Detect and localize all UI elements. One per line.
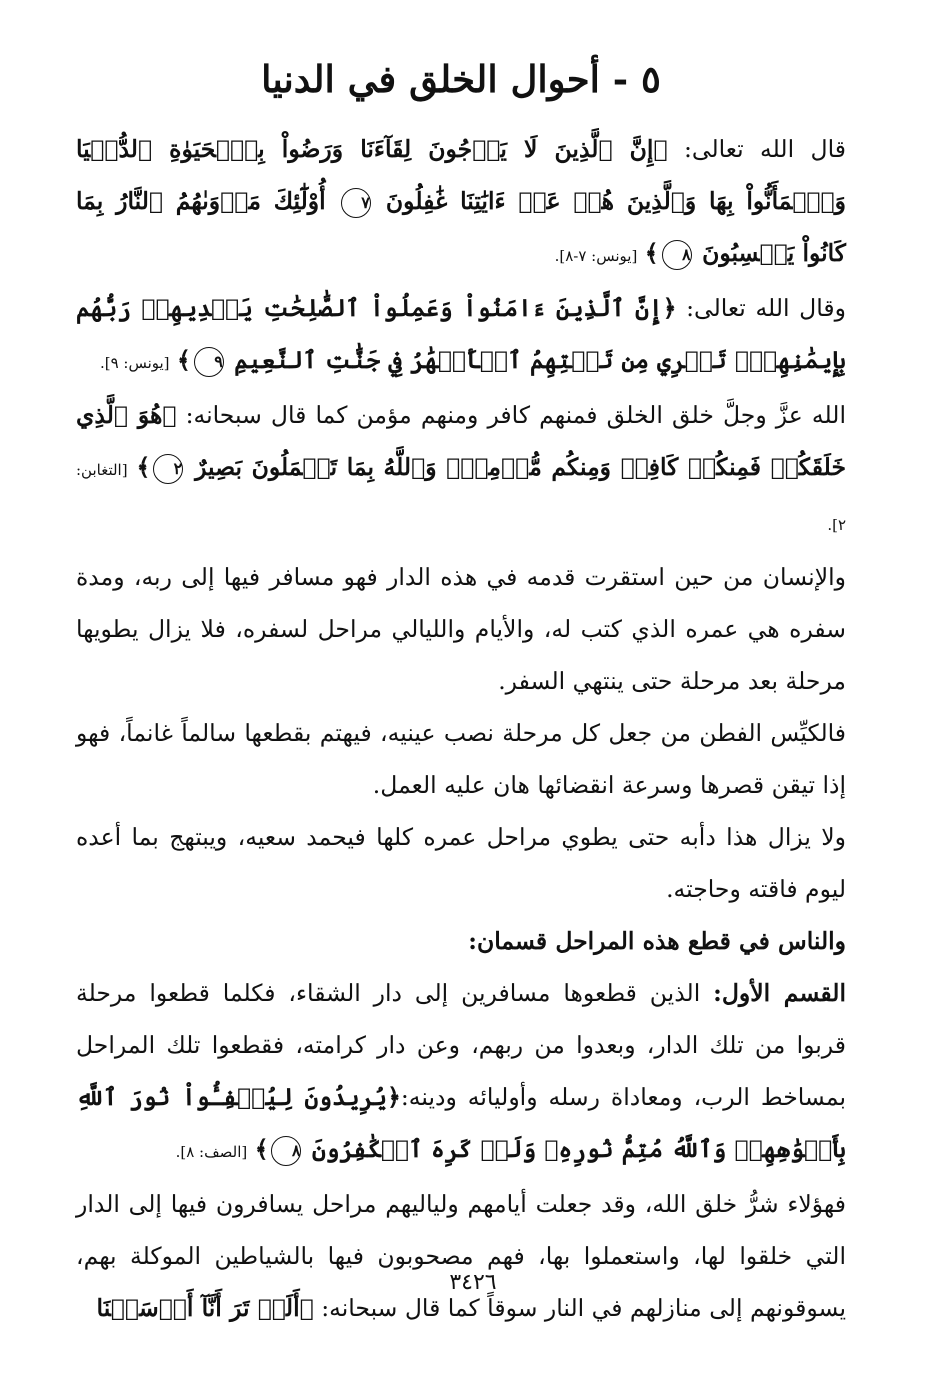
quran-bracket-close: ﴾ [136,453,151,482]
quran-bracket-close: ﴾ [254,1135,269,1164]
paragraph-text: ولا يزال هذا دأبه حتى يطوي مراحل عمره كلها فيحمد سعيه، ويبتهج بما أعده ليوم فاقته وحاجته. [76,823,846,904]
ayah-number-marker: ٢ [153,454,183,484]
quran-text: أَلَمۡ تَرَ أَنَّآ أَرۡسَلۡنَا [96,1294,300,1323]
quran-bracket-close: ﴾ [177,346,191,375]
quran-bracket-open: ﴿ [299,1294,314,1323]
quran-bracket-close: ﴾ [644,239,659,268]
page-number: ٣٤٢٦ [449,1270,497,1295]
ayah-number-marker: ٨ [271,1136,301,1166]
paragraph-quote-yunus-7-8 [76,123,846,282]
citation-reference: [التغابن: ٢]. [76,461,846,535]
quran-bracket-open: ﴿ [662,294,677,323]
ayah-number-marker: ٨ [662,240,692,270]
quran-text: يُرِيدُونَ لِيُطۡفِـُٔواْ نُورَ ٱللَّهِ بِأَفۡوَٰهِهِمۡ وَٱللَّهُ مُتِمُّ نُورِهِۦ وَلَوۡ كَرِهَ ٱلۡكَٰفِرُونَ [76,1083,846,1164]
ayah-number-marker: ٩ [194,347,224,377]
intro-text: الله عزَّ وجلَّ خلق الخلق فمنهم كافر ومنهم مؤمن كما قال سبحانه: [185,401,846,430]
intro-text: وقال الله تعالى: [686,294,846,323]
paragraph-final [76,1178,846,1334]
section-heading [76,915,846,967]
quran-text: هُوَ ٱلَّذِي خَلَقَكُمۡ فَمِنكُمۡ كَافِرٞ وَمِنكُم مُّؤۡمِنٞۚ وَٱللَّهُ بِمَا تَعۡمَلُونَ بَصِيرٌ [76,401,846,482]
citation-reference: [يونس: ٩]. [99,354,170,373]
section-heading-text: والناس في قطع هذه المراحل قسمان: [468,927,846,956]
citation-reference: [الصف: ٨]. [175,1143,248,1162]
intro-text: الذين قطعوها مسافرين إلى دار الشقاء، فكلما قطعوا مرحلة قربوا من تلك الدار، وبعدوا من ربهم، وعن دار كرامته، فقطعوا تلك المراحل بمساخط الرب، ومعاداة رسله وأوليائه ودينه: [76,979,846,1112]
paragraph-quote-yunus-9 [76,282,846,389]
lead-label: القسم الأول: [713,979,846,1008]
paragraph-quote-taghabun-2 [76,389,846,551]
intro-text: فهؤلاء شرُّ خلق الله، وقد جعلت أيامهم ولياليهم مراحل يسافرون فيها إلى الدار التي خلقوا لها، واستعملوا بها، فهم مصحوبون فيها بالشياطين الموكلة بهم، يسوقونهم إلى منازلهم في النار سوقاً كما قال سبحانه: [76,1190,846,1323]
quran-bracket-open: ﴿ [162,401,177,430]
paragraph-text: والإنسان من حين استقرت قدمه في هذه الدار فهو مسافر فيها إلى ربه، ومدة سفره هي عمره الذي كتب له، والأيام والليالي مراحل لسفره، فلا يزال يطويها مرحلة بعد مرحلة حتى ينتهي السفر. [76,563,846,696]
paragraph-text: فالكيِّس الفطن من جعل كل مرحلة نصب عينيه، فيهتم بقطعها سالماً غانماً، فهو إذا تيقن قصرها وسرعة انقضائها هان عليه العمل. [76,719,846,800]
page-body [76,55,846,1334]
intro-text: قال الله تعالى: [683,135,846,164]
ayah-number-marker: ٧ [341,188,371,218]
quran-bracket-open: ﴿ [387,1083,401,1112]
quran-text: إِنَّ ٱلَّذِينَ ءَامَنُواْ وَعَمِلُواْ ٱلصَّٰلِحَٰتِ يَهۡدِيهِمۡ رَبُّهُم بِإِيمَٰنِهِمۡۖ تَجۡرِي مِن تَحۡتِهِمُ ٱلۡأَنۡهَٰرُ فِي جَنَّٰتِ ٱلنَّعِيمِ [76,294,846,375]
page-title: ٥ - أحوال الخلق في الدنيا [261,57,661,101]
citation-reference: [يونس: ٧-٨]. [554,247,638,266]
quran-text: أُوْلَٰٓئِكَ مَأۡوَىٰهُمُ ٱلنَّارُ بِمَا كَانُواْ يَكۡسِبُونَ [76,187,846,268]
paragraph-first-category [76,967,846,1178]
quran-text: إِنَّ ٱلَّذِينَ لَا يَرۡجُونَ لِقَآءَنَا وَرَضُواْ بِٱلۡحَيَوٰةِ ٱلدُّنۡيَا وَٱطۡمَأَنُّواْ بِهَا وَٱلَّذِينَ هُمۡ عَنۡ ءَايَٰتِنَا غَٰفِلُونَ [76,135,846,216]
quran-bracket-open: ﴿ [653,135,668,164]
